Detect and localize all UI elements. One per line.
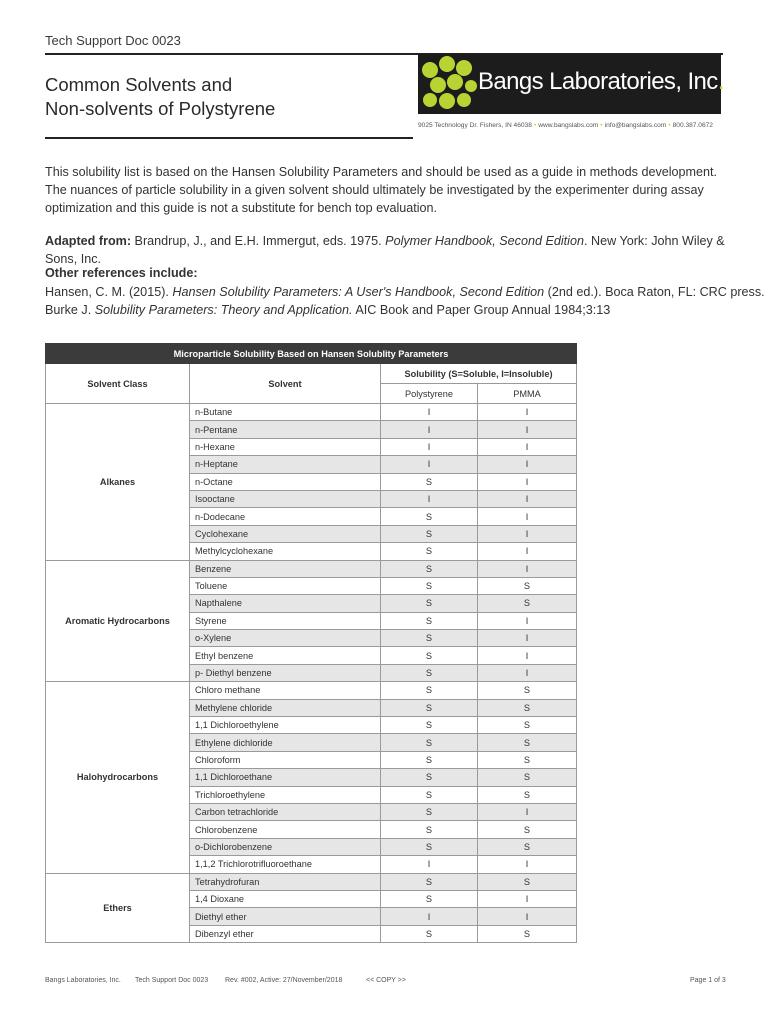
- reference-1: Hansen, C. M. (2015). Hansen Solubility Parameters: A User's Handbook, Second Edition (2nd ed.). Boca Raton, FL: CRC press.: [45, 285, 765, 299]
- polystyrene-cell: I: [381, 456, 478, 473]
- address: 9025 Technology Dr. Fishers, IN 46038: [418, 122, 532, 129]
- pmma-cell: I: [478, 612, 577, 629]
- references-heading: Other references include:: [45, 266, 198, 280]
- polystyrene-cell: S: [381, 925, 478, 942]
- solvent-cell: n-Dodecane: [190, 508, 381, 525]
- polystyrene-cell: S: [381, 786, 478, 803]
- solvent-cell: Carbon tetrachloride: [190, 803, 381, 820]
- table-row: [46, 560, 577, 577]
- pmma-cell: S: [478, 769, 577, 786]
- pmma-cell: S: [478, 873, 577, 890]
- solvent-cell: Methylene chloride: [190, 699, 381, 716]
- pmma-cell: I: [478, 560, 577, 577]
- polystyrene-cell: S: [381, 577, 478, 594]
- pmma-cell: I: [478, 543, 577, 560]
- solvent-cell: Ethyl benzene: [190, 647, 381, 664]
- solvent-cell: Ethylene dichloride: [190, 734, 381, 751]
- pmma-cell: I: [478, 508, 577, 525]
- polystyrene-cell: I: [381, 421, 478, 438]
- polystyrene-cell: S: [381, 543, 478, 560]
- pmma-cell: I: [478, 421, 577, 438]
- title-rule: [45, 137, 413, 139]
- col-header-solubility: Solubility (S=Soluble, I=Insoluble): [381, 364, 577, 384]
- col-header-polystyrene: Polystyrene: [381, 384, 478, 404]
- pmma-cell: S: [478, 751, 577, 768]
- contact-line: 9025 Technology Dr. Fishers, IN 46038 • www.bangslabs.com • info@bangslabs.com • 800.387.0672: [418, 122, 713, 129]
- polystyrene-cell: S: [381, 473, 478, 490]
- pmma-cell: I: [478, 404, 577, 421]
- phone-number: 800.387.0672: [672, 122, 713, 129]
- page-title: [45, 73, 275, 121]
- title-line-2: Non-solvents of Polystyrene: [45, 98, 276, 119]
- pmma-cell: S: [478, 595, 577, 612]
- polystyrene-cell: S: [381, 803, 478, 820]
- title-line-1: Common Solvents and: [45, 74, 233, 95]
- polystyrene-cell: S: [381, 734, 478, 751]
- polystyrene-cell: S: [381, 873, 478, 890]
- polystyrene-cell: S: [381, 838, 478, 855]
- polystyrene-cell: S: [381, 630, 478, 647]
- pmma-cell: S: [478, 717, 577, 734]
- table-row: [46, 873, 577, 890]
- col-header-solvent-class: Solvent Class: [46, 364, 190, 404]
- pmma-cell: S: [478, 699, 577, 716]
- pmma-cell: I: [478, 438, 577, 455]
- solvent-cell: Methylcyclohexane: [190, 543, 381, 560]
- email-link[interactable]: info@bangslabs.com: [604, 122, 667, 129]
- table-caption: Microparticle Solubility Based on Hansen Solublity Parameters: [46, 344, 577, 364]
- polystyrene-cell: I: [381, 490, 478, 507]
- footer-doc-id: Tech Support Doc 0023: [135, 977, 209, 984]
- solvent-class-cell: Halohydrocarbons: [46, 682, 190, 873]
- footer-page-number: Page 1 of 3: [690, 977, 726, 984]
- reference-2: Burke J. Solubility Parameters: Theory and Application. AIC Book and Paper Group Annual 1984;3:13: [45, 303, 611, 317]
- solvent-cell: Diethyl ether: [190, 908, 381, 925]
- pmma-cell: I: [478, 803, 577, 820]
- solvent-cell: 1,1,2 Trichlorotrifluoroethane: [190, 856, 381, 873]
- polystyrene-cell: S: [381, 508, 478, 525]
- pmma-cell: I: [478, 473, 577, 490]
- col-header-pmma: PMMA: [478, 384, 577, 404]
- solvent-cell: p- Diethyl benzene: [190, 664, 381, 681]
- polystyrene-cell: I: [381, 404, 478, 421]
- polystyrene-cell: S: [381, 890, 478, 907]
- polystyrene-cell: S: [381, 682, 478, 699]
- intro-paragraph: This solubility list is based on the Hansen Solubility Parameters and should be used as a guide in methods development. The nuances of particle solubility in a given solvent should ultimately be investigated by the experimenter during assay optimization and this guide is not a substitute for bench top evaluation.: [45, 165, 718, 215]
- footer-revision: Rev. #002, Active: 27/November/2018: [225, 977, 343, 984]
- solvent-cell: Chloro methane: [190, 682, 381, 699]
- polystyrene-cell: S: [381, 595, 478, 612]
- polystyrene-cell: S: [381, 751, 478, 768]
- pmma-cell: S: [478, 682, 577, 699]
- col-header-solvent: Solvent: [190, 364, 381, 404]
- doc-id: Tech Support Doc 0023: [45, 33, 181, 48]
- pmma-cell: I: [478, 890, 577, 907]
- solvent-cell: Styrene: [190, 612, 381, 629]
- solvent-cell: o-Xylene: [190, 630, 381, 647]
- website-link[interactable]: www.bangslabs.com: [538, 122, 599, 129]
- solvent-cell: n-Hexane: [190, 438, 381, 455]
- solubility-table: [45, 343, 577, 943]
- solvent-class-cell: Alkanes: [46, 404, 190, 561]
- polystyrene-cell: S: [381, 769, 478, 786]
- polystyrene-cell: S: [381, 821, 478, 838]
- polystyrene-cell: S: [381, 560, 478, 577]
- pmma-cell: I: [478, 664, 577, 681]
- pmma-cell: I: [478, 647, 577, 664]
- company-logo: [418, 54, 724, 114]
- solvent-cell: 1,1 Dichloroethane: [190, 769, 381, 786]
- pmma-cell: I: [478, 856, 577, 873]
- polystyrene-cell: S: [381, 647, 478, 664]
- solvent-cell: Trichloroethylene: [190, 786, 381, 803]
- solvent-cell: Cyclohexane: [190, 525, 381, 542]
- footer-company: Bangs Laboratories, Inc.: [45, 977, 121, 984]
- polystyrene-cell: S: [381, 525, 478, 542]
- pmma-cell: I: [478, 490, 577, 507]
- pmma-cell: I: [478, 908, 577, 925]
- polystyrene-cell: S: [381, 699, 478, 716]
- pmma-cell: S: [478, 821, 577, 838]
- solvent-cell: 1,1 Dichloroethylene: [190, 717, 381, 734]
- adapted-from: Adapted from: Brandrup, J., and E.H. Immergut, eds. 1975. Polymer Handbook, Second Edition. New York: John Wiley & Sons, Inc.: [45, 234, 725, 266]
- pmma-cell: S: [478, 838, 577, 855]
- solvent-cell: Chloroform: [190, 751, 381, 768]
- polystyrene-cell: I: [381, 908, 478, 925]
- polystyrene-cell: S: [381, 664, 478, 681]
- table-row: [46, 682, 577, 699]
- solvent-cell: Napthalene: [190, 595, 381, 612]
- solvent-cell: Toluene: [190, 577, 381, 594]
- solvent-cell: Tetrahydrofuran: [190, 873, 381, 890]
- table-row: [46, 404, 577, 421]
- solvent-cell: n-Heptane: [190, 456, 381, 473]
- solvent-cell: Dibenzyl ether: [190, 925, 381, 942]
- pmma-cell: S: [478, 734, 577, 751]
- solvent-class-cell: Aromatic Hydrocarbons: [46, 560, 190, 682]
- solvent-cell: 1,4 Dioxane: [190, 890, 381, 907]
- polystyrene-cell: I: [381, 856, 478, 873]
- brand-name: Bangs Laboratories, Inc.: [478, 68, 724, 95]
- solvent-cell: Benzene: [190, 560, 381, 577]
- pmma-cell: I: [478, 525, 577, 542]
- solvent-cell: n-Octane: [190, 473, 381, 490]
- solvent-cell: Chlorobenzene: [190, 821, 381, 838]
- solvent-cell: o-Dichlorobenzene: [190, 838, 381, 855]
- solvent-class-cell: Ethers: [46, 873, 190, 943]
- footer-copy: << COPY >>: [366, 977, 406, 984]
- polystyrene-cell: S: [381, 717, 478, 734]
- polystyrene-cell: S: [381, 612, 478, 629]
- polystyrene-cell: I: [381, 438, 478, 455]
- pmma-cell: S: [478, 925, 577, 942]
- pmma-cell: I: [478, 456, 577, 473]
- solvent-cell: n-Pentane: [190, 421, 381, 438]
- solvent-cell: n-Butane: [190, 404, 381, 421]
- molecule-dots-icon: [420, 56, 478, 112]
- pmma-cell: I: [478, 630, 577, 647]
- solvent-cell: Isooctane: [190, 490, 381, 507]
- pmma-cell: S: [478, 786, 577, 803]
- pmma-cell: S: [478, 577, 577, 594]
